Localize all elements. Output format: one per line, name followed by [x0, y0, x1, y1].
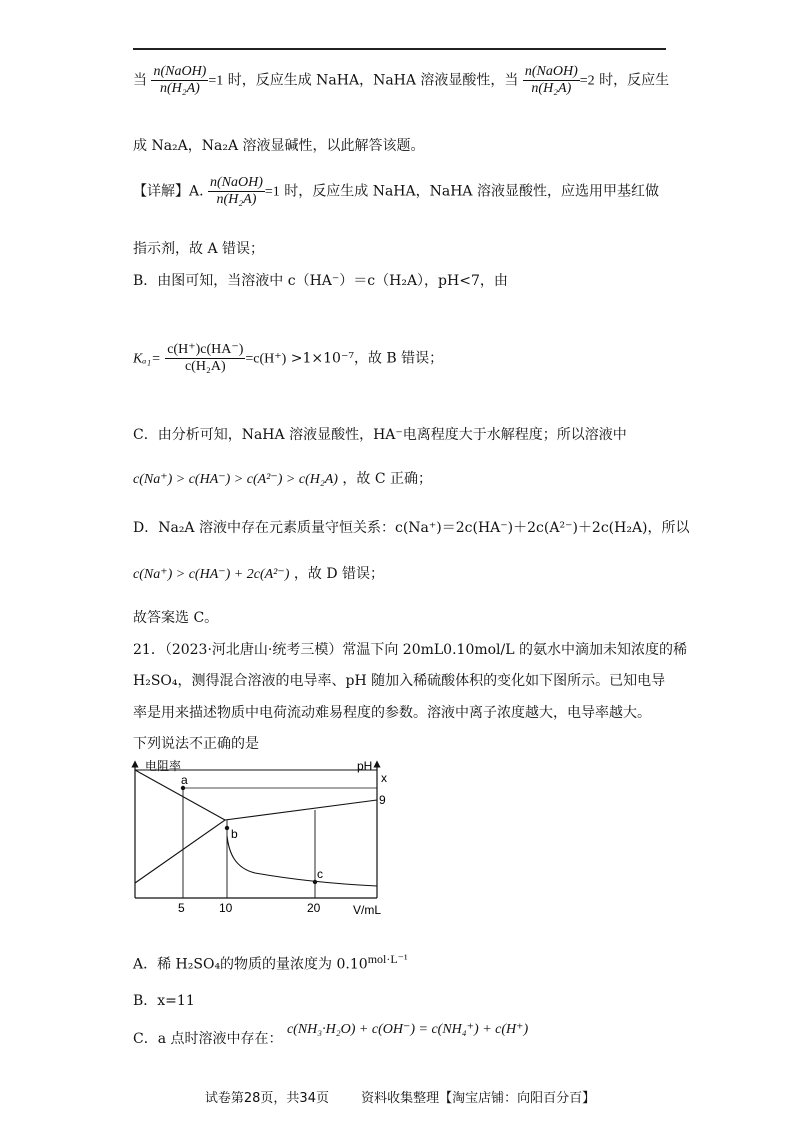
resistivity-curve	[135, 770, 225, 820]
detail-text: 时，反应生成 NaHA，NaHA 溶液显酸性，应选用甲基红做	[284, 183, 659, 200]
option-c-ineq-line	[133, 470, 432, 489]
analysis-line-1	[133, 64, 669, 97]
ratio-fraction-1: $\frac{\text{n(NaOH)}}{\text{n(H₂A)}}$	[153, 64, 207, 96]
page-footer	[0, 1087, 800, 1106]
choice-a-unit: mol·L⁻¹	[367, 952, 408, 966]
detail-cont: 指示剂，故 A 错误；	[133, 241, 265, 257]
choice-a-text: A．稀 H₂SO₄的物质的量浓度为 0.10	[133, 956, 368, 973]
ratio-fraction-2: $\frac{\text{n(NaOH)}}{\text{n(H₂A)}}$	[524, 64, 578, 96]
right-axis-label: pH	[357, 759, 373, 773]
ka-expression	[133, 342, 443, 375]
x-tick-20: 20	[307, 901, 321, 915]
detail-label: 【详解】A.	[133, 183, 204, 200]
ph-curve	[135, 800, 377, 883]
q21-line-2: H₂SO₄，测得混合溶液的电导率、pH 随加入稀硫酸体积的变化如下图所示。已知电导	[133, 673, 666, 689]
option-d-inequality: c(Na⁺) > c(HA⁻) + 2c(A²⁻)	[133, 567, 290, 582]
x-tick-10: 10	[219, 901, 233, 915]
resistivity-tail	[227, 836, 377, 886]
page-number: 试卷第28页，共34页	[204, 1091, 329, 1106]
point-a-label: a	[181, 773, 188, 787]
ka-fraction: $\frac{c(H^+)c(HA^-)}{\text{c(H₂A)}}$	[167, 342, 244, 374]
analysis-end: 时，反应生	[599, 72, 670, 89]
answer-line: 故答案选 C。	[133, 610, 219, 626]
source-note: 资料收集整理【淘宝店铺：向阳百分百】	[361, 1091, 596, 1106]
detail-equals: =1	[264, 184, 280, 200]
right-tick-9: 9	[379, 793, 386, 807]
option-d-ineq-line	[133, 565, 384, 584]
ka-rhs: =c(H⁺)	[245, 351, 287, 367]
right-tick-x: x	[381, 771, 387, 785]
left-axis-label: 电阻率	[145, 759, 182, 773]
option-b-line: B．由图可知，当溶液中 c（HA⁻）＝c（H₂A），pH<7，由	[133, 273, 508, 289]
x-axis-label: V/mL	[353, 903, 382, 917]
choice-b: B．x=11	[133, 993, 195, 1009]
q21-line-1: 21．（2023·河北唐山·统考三模）常温下向 20mL0.10mol/L 的氨水中滴加未知浓度的稀	[133, 642, 687, 658]
option-c-inequality: c(Na⁺) > c(HA⁻) > c(A²⁻) > c(H₂A)	[133, 472, 338, 487]
detail-line	[133, 175, 659, 208]
q21-line-4: 下列说法不正确的是	[133, 736, 259, 752]
analysis-when: 当	[133, 72, 147, 89]
choice-c-equation: c(NH₃·H₂O) + c(OH⁻) = c(NH₄⁺) + c(H⁺)	[286, 1022, 529, 1037]
header-rule	[133, 48, 666, 50]
point-b-label: b	[231, 827, 238, 841]
option-c-line: C．由分析可知，NaHA 溶液显酸性，HA⁻电离程度大于水解程度；所以溶液中	[133, 427, 627, 443]
point-c-label: c	[317, 867, 323, 881]
option-c-tail: ，故 C 正确；	[342, 471, 433, 487]
x-tick-5: 5	[178, 901, 185, 915]
equals-one: =1	[208, 73, 224, 89]
choice-a	[133, 950, 408, 974]
option-d-tail: ，故 D 错误；	[293, 566, 385, 582]
analysis-line-2: 成 Na₂A，Na₂A 溶液显碱性，以此解答该题。	[133, 138, 425, 154]
ka-tail: >1×10⁻⁷，故 B 错误；	[290, 350, 444, 367]
detail-fraction: $\frac{\text{n(NaOH)}}{\text{n(H₂A)}}$	[210, 175, 263, 207]
equals-two: =2	[579, 73, 595, 89]
option-d-line: D．Na₂A 溶液中存在元素质量守恒关系：c(Na⁺)＝2c(HA⁻)＋2c(A²⁻)＋2c(H₂A)，所以	[133, 520, 690, 536]
point-b	[225, 826, 229, 830]
ka-lhs: Kₐ₁=	[133, 351, 161, 367]
choice-c-text: C．a 点时溶液中存在：	[133, 1031, 283, 1047]
conductivity-ph-chart	[125, 758, 400, 918]
q21-line-3: 率是用来描述物质中电荷流动难易程度的参数。溶液中离子浓度越大，电导率越大。	[133, 705, 651, 721]
choice-c	[133, 1022, 529, 1049]
analysis-middle: 时，反应生成 NaHA，NaHA 溶液显酸性，当	[227, 72, 519, 89]
